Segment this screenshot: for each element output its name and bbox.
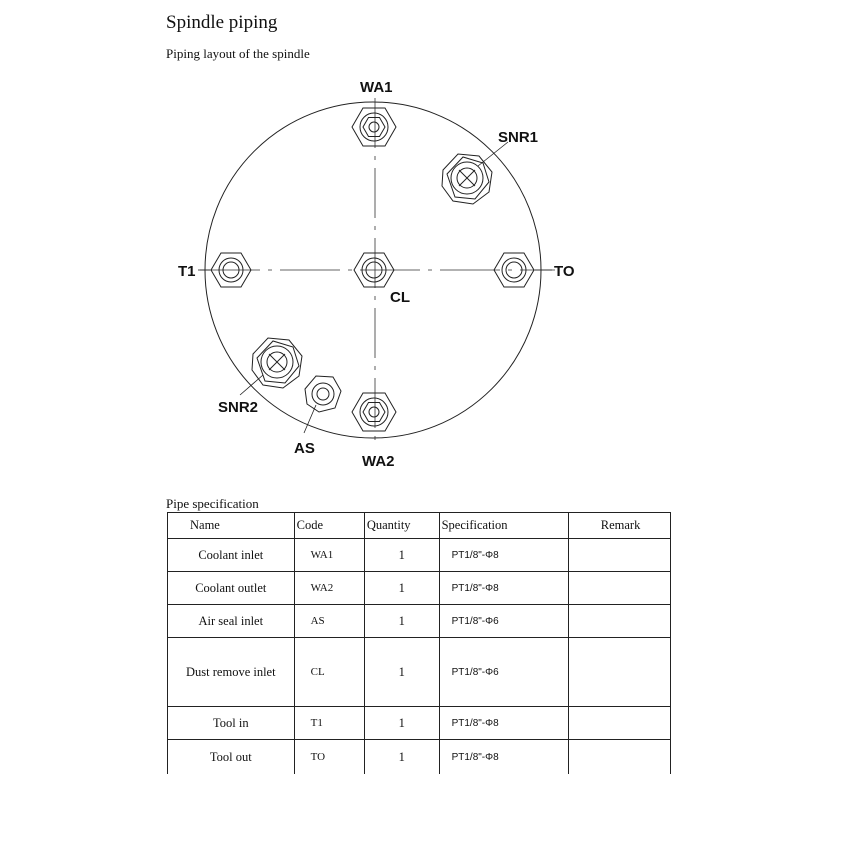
spec-caption: Pipe specification	[166, 496, 259, 511]
label-t1: T1	[178, 263, 196, 280]
cell-quantity: 1	[364, 740, 439, 775]
cell-remark	[569, 572, 671, 605]
cell-name: Tool out	[168, 740, 295, 775]
cell-name: Dust remove inlet	[168, 638, 295, 707]
cell-name: Air seal inlet	[168, 605, 295, 638]
cell-code: CL	[294, 638, 364, 707]
cell-name: Tool in	[168, 707, 295, 740]
header-specification: Specification	[439, 513, 569, 539]
cell-code: T1	[294, 707, 364, 740]
cell-quantity: 1	[364, 638, 439, 707]
fitting-snr1	[442, 154, 492, 204]
leader-snr2	[240, 375, 263, 395]
label-to: TO	[554, 263, 575, 280]
label-wa2: WA2	[362, 453, 395, 470]
cell-quantity: 1	[364, 539, 439, 572]
cell-quantity: 1	[364, 605, 439, 638]
cell-specification: PT1/8"-Φ8	[439, 572, 569, 605]
table-row	[168, 572, 671, 605]
header-name: Name	[168, 513, 295, 539]
table-row	[168, 707, 671, 740]
cell-name: Coolant outlet	[168, 572, 295, 605]
leader-as	[304, 405, 316, 433]
cell-specification: PT1/8"-Φ8	[439, 539, 569, 572]
pipe-spec-table	[167, 512, 671, 774]
label-cl: CL	[390, 289, 410, 306]
piping-layout-diagram	[160, 70, 600, 480]
cell-remark	[569, 740, 671, 775]
table-row	[168, 740, 671, 775]
label-snr2: SNR2	[218, 399, 259, 416]
cell-name: Coolant inlet	[168, 539, 295, 572]
page-subtitle: Piping layout of the spindle	[166, 46, 310, 61]
header-code: Code	[294, 513, 364, 539]
label-snr1: SNR1	[498, 129, 539, 146]
cell-specification: PT1/8"-Φ6	[439, 605, 569, 638]
cell-quantity: 1	[364, 572, 439, 605]
table-row	[168, 539, 671, 572]
fitting-wa1	[352, 108, 396, 146]
cell-remark	[569, 638, 671, 707]
cell-remark	[569, 539, 671, 572]
cell-code: AS	[294, 605, 364, 638]
table-row	[168, 605, 671, 638]
cell-code: WA2	[294, 572, 364, 605]
fitting-snr2	[252, 338, 302, 388]
label-as: AS	[294, 440, 315, 457]
cell-specification: PT1/8"-Φ8	[439, 707, 569, 740]
table-header-row	[168, 513, 671, 539]
header-remark: Remark	[569, 513, 671, 539]
cell-remark	[569, 605, 671, 638]
cell-remark	[569, 707, 671, 740]
fitting-wa2	[352, 393, 396, 431]
header-quantity: Quantity	[364, 513, 439, 539]
cell-quantity: 1	[364, 707, 439, 740]
label-wa1: WA1	[360, 79, 393, 96]
page-title: Spindle piping	[166, 12, 278, 33]
cell-code: WA1	[294, 539, 364, 572]
table-row	[168, 638, 671, 707]
cell-specification: PT1/8"-Φ8	[439, 740, 569, 775]
cell-specification: PT1/8"-Φ6	[439, 638, 569, 707]
fitting-as	[305, 376, 341, 412]
cell-code: TO	[294, 740, 364, 775]
